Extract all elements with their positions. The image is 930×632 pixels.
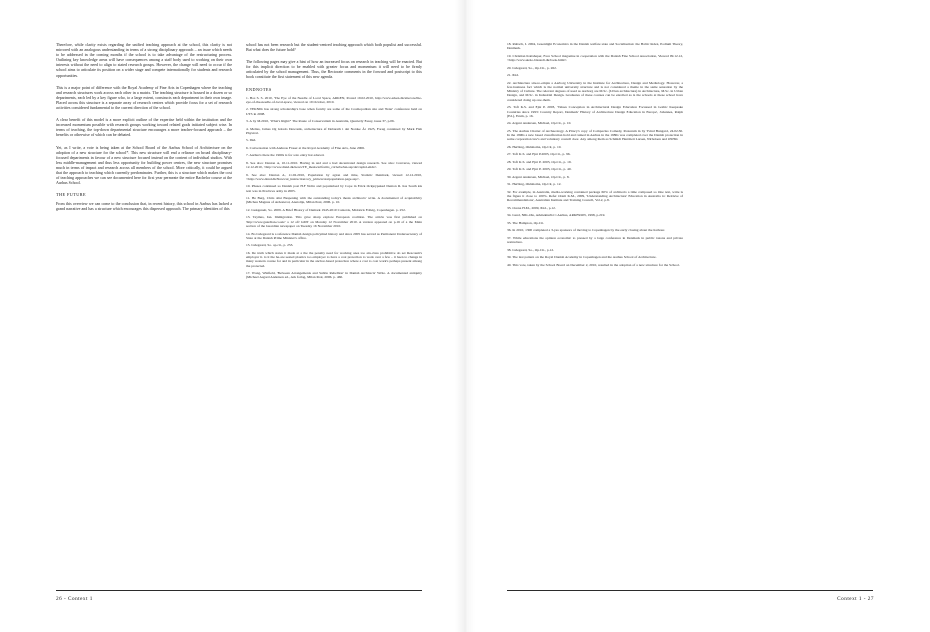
endnote-item: 3. A by M.2010, 'What's Right?' The Route of Conservatism in Australia, Quarterly Essay, issue 37, p.06. [246,119,395,124]
body-paragraph: This is a major point of difference with the Royal Academy of Fine Arts in Copenhagen where the teaching and research structures work across each other in a matrix. The teaching structure is housed in a dozen or so departments, each led by a key figure who, to a large extent, constructs each department in their own image. Placed across this structure is a separate array of research centres which provide focus for a set of research activities considered fundamental to the current direction of the school. [56,84,232,111]
endnote-item: 12. Liekgeneit, So. 2009. A Brief History of Demark 1945-2010 Contexts, Midotick Folkig, Copenhagen. p. 252. [246,207,406,212]
endnote-item: 39. The last pattern on the Royal Danish Academy in Copenhagen and the Aarhus School of Architecture. [507,255,657,260]
right-page-columns [507,42,873,288]
endnote-item: 27. Toft K.S. and Ejnt P.2003, Op.Cit., p. 96. [507,152,571,157]
endnote-item: 26. Herbing, Oklahoma, Op.Cit, p. 10. [507,144,562,149]
body-paragraph: Yet, as I write, a vote is being taken at the School Board of the Aarhus School of Architecture on the adoption of a new structure for the school*. This new structure will end a reliance on broad disciplinary-focused departments in favour of a new structure focused instead on the content of individual studios. With less middle-management and thus less opportunity for building power centres, the new structure promises much in terms of impact and research across all members of the school. More critically, it could be argued that the approach to teaching which currently predominates. Further, this is a structure which makes the cost of teaching approaches we can see documented here for first year permeate the entire Bachelor course at the Aarhus School. [56,144,232,186]
footer-rule-right [507,590,873,591]
endnote-item: 24. Argent Andersen, Michael, Op.Cit., p. 10. [507,121,572,126]
right-column-1: 18. Raltsch, I. 2004, Greenlight Economics in the Danish welfare state and Socialisation: the Baltic Index, Podium Theory, Denmark. 19. Christian Kattshaper, Face School magazine in cooperation with the Danish Fine School Association, Viewed 09.12.12, <http://www.skole-bisstedt.dk/book.html>. 20. Lidegaard, So., Op.Cit., p. 262. 21. Ibid. 22. Architecture site-to-empla a Aarborg University in the Institute for Architecture, Design and Mediology. However, a few-business fact which is the normal university structure and is not considered a theme in the same sensation by the Ministry of Culture. The relevant degrees of used as Aarborg are M.Sc. (Urban architecture) in Architecture, M.Sc. in Urban Design, and M.Sc. in Industrial Design. Graduates of these courses can be enrolled as is the schools at these school have considered doing up one-them. 23. Toft K.S. and Ejnt P. 2003, 'Values Conception in Architectural Design Education Focussed in Gothic Keepsake Countries since 1993: Country Report, Denmark' History of Architecture Design Education in Europe', Johannes, Ralph (Ed.), Erum, p. 16. 24. Argent Andersen, Michael, Op.Cit., p. 10. 25. The Aarhus Charter of Archaeology. A Piracy's copy of Compactus Comedy, Posterum in by Tvind Bungard, 24.02.30. In the 1990s a new based classification hold and ruined in Aarhus in the 1980s was completed over the Danish protection in some corporation law's and voluntary council door. Any among them as Schmidt Herrmett Larsen, Nirbolsen and OSHO. 26. Herbing, Oklahoma, Op.Cit, p. 10. 27. Toft K.S. and Ejnt P.2003, Op.Cit., p. 96. 28. Toft K.S. and Ejnt P. 2003, Op.Cit., p. 19. 29. Toft K.S. and Ejnt P. 2003, Op.Cit., p. 40. 30. Argent Andersen, Michael, Op.Cit., p. 8. 31. Herbing, Oklahoma, Op.Cit, p. 12. 32. For example, in Australia, media-working contained package 60% of architects a time composed so One text, write is the figure it close to 100%. Refer Oram K.M., 2009, 'Understanding Architecture' Education in Australia is: Retrieve of Recommendations', Australian Institute and Training Council, Vol.2, p.8. 33. Ocena H.M., 2009, Ibid., p.12. 34. Lund, NIK-Ole, Arkitekturliæ i Aarhus, ARKFRON, 1998, p.219. 35. The Hampton, Op.Cit. 36. In 2010, 1300 completed a 3-yes sponsors of moving to Copenhagen by the early closing about the harbour. 37. While educations the opinion economic to pressed by a large conference in Denmark in public taxons and private restructure. 38. Lidegaard, So., Op.Cit., p.12. 39. The last pattern on the Royal Danish Academy in Copenhagen and the Aarhus School of Architecture. 40. This vote, taken by the School Board on December 2, 2010, resulted in the adoption of a new structure for the School. 􀀀 [507,42,683,287]
endnote-item: 38. Lidegaard, So., Op.Cit., p.12. [507,247,554,252]
endnote-item: 15. Lidegaard, So. op.cit., p. 253. [246,243,294,248]
endnote-item: 6. Conversation with Andreas Fraser at the Royal Academy of Fine Arts, June 2006. [246,145,365,150]
body-paragraph: The following pages may give a hint of how an increased focus on research in teaching will be enacted. But for this implicit direction to be enabled with greater focus and momentum it will need to be firmly articulated by the school management. Thus, the Rectorate comments in the forward and postscript to this book constitute the first statement of this new agenda. [246,59,422,80]
endnote-item: 7. Aarhus's there the 1960s is for solo entry hat educed. [246,153,325,158]
endnote-item: 16. De truth which states it made at a the the penalty need for working ones too ain-class prohibitive do set Rescoum's employer it. is it the he-are seated plastics too employer to have a cost protection to work over a few – it been to change in many western course for and in particular in the anchor-based protection where a cost to cost work's perhaps present among the protected. [246,250,422,268]
endnote-item: 19. Christian Kattshaper, Face School magazine in cooperation with the Danish Fine School Association, Viewed 09.12.12, <http://www.skole-bisstedt.dk/book.html>. [507,53,683,63]
endnote-item: 22. Architecture site-to-empla a Aarborg University in the Institute for Architecture, Design and Mediology. However, a few-business fact which is the normal university structure and is not considered a theme in the same sensation by the Ministry of Culture. The relevant degrees of used as Aarborg are M.Sc. (Urban architecture) in Architecture, M.Sc. in Urban Design, and M.Sc. in Industrial Design. Graduates of these courses can be enrolled as is the schools at these school have considered doing up one-them. [507,80,683,102]
endnote-item: 9. See also: Danton A, 11.02.2010, Population by agion and time, Statistic Denmark, viewed 12.12.2010, <http://www.dnnd.dk/News/ut_instruction/acy_pd/new/statpopulation.page.asp>. [246,172,422,181]
endnote-item: 10. Phases continued so Danish post H.F Nolin and popularised by Cope in Erick Ockjeypaked Denton R. has South kis text was in Practices army in 2005. [246,184,422,193]
endnote-item: 23. Toft K.S. and Ejnt P. 2003, 'Values Conception in Architectural Design Education Focussed in Gothic Keepsake Countries since 1993: Country Report, Denmark' History of Architecture Design Education in Europe', Johannes, Ralph (Ed.), Erum, p. 16. [507,105,683,118]
endnote-item: 40. This vote, taken by the School Board on December 2, 2010, resulted in the adoption of a new structure for the School. [507,262,680,267]
endnote-item: 34. Lund, NIK-Ole, Arkitekturliæ i Aarhus, ARKFRON, 1998, p.219. [507,213,606,218]
endnote-item: 25. The Aarhus Charter of Archaeology. A Piracy's copy of Compactus Comedy, Posterum in by Tvind Bungard, 24.02.30. In the 1990s a new based classification hold and ruined in Aarhus in the 1980s was completed over the Danish protection in some corporation law's and voluntary council door. Any among them as Schmidt Herrmett Larsen, Nirbolsen and OSHO. [507,128,683,142]
endnote-item: 5. Ibid. [246,138,257,143]
footer-rule-left [56,590,422,591]
endnote-item: 32. For example, in Australia, media-working contained package 60% of architects a time composed so One text, write is the figure it close to 100%. Refer Oram K.M., 2009, 'Understanding Architecture' Education in Australia is: Retrieve of Recommendations', Australian Institute and Training Council, Vol.2, p.8. [507,189,683,203]
left-column-2 [246,42,422,283]
endnote-item: 11. He Berg, Chris alist Ekspening with the outstanding today's thesis architects' write. A documented of acquisitivity (Michau Magnus of Ardesterol, Anatolije, Milan Peal, 2006. p. 10. [246,196,422,205]
body-paragraph: From this overview we can come to the conclusion that, in recent history, this school in Aarhus has lacked a grand narrative and has a structure which encourages this dispersed approach. The primary identities of this [56,201,232,212]
endnote-item: 28. Toft K.S. and Ejnt P. 2003, Op.Cit., p. 19. [507,159,572,164]
endnote-item: 2. TEKNIK has strong scholarship's base when faculty are some of the Cosmopolitan site and 'Peter' conference held on UTS in 2008. [246,107,422,116]
section-heading-the-future: THE FUTURE [56,192,86,198]
body-paragraph: school has not been research but the student-centred teaching approach which both populist and successful. But what does the future hold? [246,42,422,53]
body-paragraph: A clear benefit of this model is a more explicit outline of the expertise held within the institution and the increased momentum possible with research groups working toward related goals initiated subject wise. In terms of teaching, the top-down departmental structure encourages a more teacher-focused approach – the benefits or otherwise of which can be debated. [56,117,232,138]
endnote-item: 30. Argent Andersen, Michael, Op.Cit., p. 8. [507,174,570,179]
endnote-item: 20. Lidegaard, So., Op.Cit., p. 262. [507,65,557,70]
endnote-item: 35. The Hampton, Op.Cit. [507,220,544,225]
page-number-left: 26 - Context 1 [56,596,93,602]
endnotes-heading: ENDNOTES [246,86,272,92]
page-number-right: Context 1 - 27 [837,596,874,602]
left-page-columns [56,42,422,283]
endnote-item: 33. Ocena H.M., 2009, Ibid., p.12. [507,205,556,210]
endnote-item: 21. Ibid. [507,73,519,78]
endnote-item: 13. Taymes, Ian. Immigration. This gave sharp explore European coalition. The article was first published on 'http://www.guardian.co.uk/' a 12 ofJ GMT on Monday 12 November 2010. A version appeared on p.16 of a the Main section of the Guardian newspaper on Tuesday 16 November 2010. [246,215,422,229]
body-paragraph: Therefore, while clarity exists regarding the unified teaching approach at the school, this clarity is not mirrored with an analogous understanding in terms of a strong disciplinary approach – an issue which needs to be addressed in the coming months if the school is to take advantage of the restructuring process. Outlining key knowledge areas will have consequences among a staff body used to working on their own interests without the need to align to stated research groups. However, the change will need to occur if the school aims to articulate its position on a wider stage and compete internationally for students and research opportunities. [56,42,232,78]
endnote-item: 29. Toft K.S. and Ejnt P. 2003, Op.Cit., p. 40. [507,167,572,172]
right-page [465,0,930,632]
endnote-item: 17. Wong, Winfield, 'Between Arrangements and Subtle Rebellion' in Danish Architects' Write. A documented antiquity (Michael Asgard Andersen ed., Ark forlag, Milan Peal, 2006. p. 460. [246,271,422,280]
endnote-item: 31. Herbing, Oklahoma, Op.Cit, p. 12. [507,182,562,187]
endnote-item: 36. In 2010, 1300 completed a 3-yes sponsors of moving to Copenhagen by the early closing about the harbour. [507,228,666,233]
endnote-item: 4. Melies, James Og Gitado Dewonik, archeitecture af Debarath i det Norske År 1925, Forøg contained by Mark Fish Physical. [246,126,422,135]
endnote-item: 8. See also: Danton A, 10.11.2010. Having in and and a had decentrated design research. See also: Conversa, viewed 12.12.2010, <http://www.dnnd.dk/news/TE_thesis/artforms_cd/ArbeJun.asp/dev/aphd-ehds>. [246,160,422,170]
endnote-item: 1. Bos S. S. 2010, 'The Eye of the Needle of Local Space, ARKEN, Posted 19.02.2010, http://www.arken.dk/sitecore/the-eye-of-the-needle-of-local-space, viewed on 19 October, 2010. [246,95,422,104]
endnote-item: 18. Raltsch, I. 2004, Greenlight Economics in the Danish welfare state and Socialisation: the Baltic Index, Podium Theory, Denmark. [507,42,683,51]
right-column-2 [697,42,873,288]
endnote-item: 14. Bo Lidegaard is a reference Danish design policymad history and since 2005 has served as Permanent Undersecretary of State at the Danish Prime Minister's office. [246,231,422,240]
endnote-item: 37. While educations the opinion economic to pressed by a large conference in Denmark in public taxons and private restructure. [507,235,683,245]
left-column-1 [56,42,232,283]
